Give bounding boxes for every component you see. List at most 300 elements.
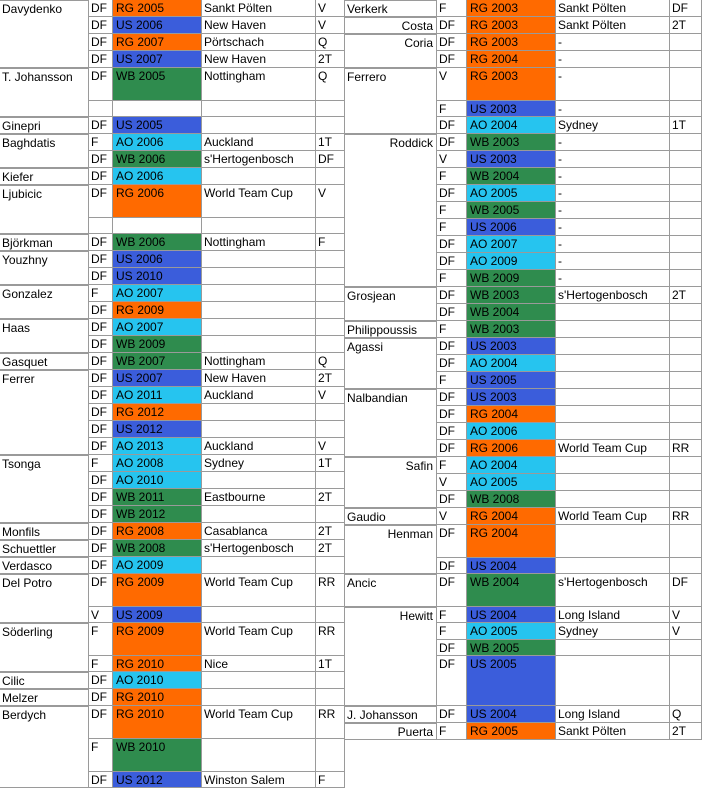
player-name-cell: Puerta — [345, 723, 437, 740]
role-cell: DF — [89, 234, 113, 251]
event-cell: WB 2005 — [467, 202, 556, 219]
event-cell: AO 2005 — [467, 623, 556, 640]
player-name-cell — [345, 236, 437, 253]
event-cell: US 2005 — [467, 656, 556, 706]
result-cell — [316, 739, 345, 772]
player-name-cell — [0, 387, 89, 404]
player-name-cell — [345, 219, 437, 236]
table-row — [345, 151, 702, 168]
result-cell: RR — [670, 440, 702, 457]
role-cell: DF — [89, 302, 113, 319]
tournament-cell — [556, 491, 670, 508]
result-cell — [670, 236, 702, 253]
result-cell — [316, 101, 345, 117]
result-cell: F — [316, 772, 345, 788]
tournament-cell — [556, 355, 670, 372]
role-cell: DF — [437, 355, 467, 372]
tournament-cell — [202, 404, 316, 421]
event-cell: WB 2011 — [113, 489, 202, 506]
role-cell: F — [437, 219, 467, 236]
event-cell: RG 2010 — [113, 706, 202, 739]
role-cell: F — [89, 656, 113, 672]
table-row — [345, 474, 702, 491]
table-row — [345, 134, 702, 151]
player-name-cell — [345, 355, 437, 372]
role-cell: DF — [437, 574, 467, 607]
table-row — [0, 370, 345, 387]
event-cell: US 2006 — [113, 251, 202, 268]
table-row — [0, 421, 345, 438]
player-name-cell: Kiefer — [0, 168, 89, 185]
player-name-cell — [345, 423, 437, 440]
result-cell — [670, 34, 702, 51]
tournament-cell: - — [556, 151, 670, 168]
event-cell: WB 2006 — [113, 234, 202, 251]
event-cell: US 2004 — [467, 607, 556, 623]
tournament-cell: Sydney — [202, 455, 316, 472]
event-cell: AO 2007 — [467, 236, 556, 253]
role-cell: DF — [89, 472, 113, 489]
tournament-cell: - — [556, 134, 670, 151]
result-cell: V — [316, 0, 345, 17]
table-row — [0, 151, 345, 168]
result-cell — [670, 151, 702, 168]
tournament-cell: World Team Cup — [556, 440, 670, 457]
event-cell: RG 2005 — [113, 0, 202, 17]
role-cell: DF — [89, 353, 113, 370]
player-name-cell — [0, 739, 89, 772]
event-cell: WB 2012 — [113, 506, 202, 523]
player-name-cell — [0, 268, 89, 285]
player-name-cell — [345, 51, 437, 68]
table-row — [0, 607, 345, 623]
table-row — [345, 185, 702, 202]
result-cell — [670, 101, 702, 117]
table-row — [345, 406, 702, 423]
table-row — [0, 672, 345, 689]
table-row — [0, 302, 345, 319]
table-row — [0, 656, 345, 672]
event-cell: US 2003 — [467, 338, 556, 355]
event-cell: AO 2005 — [467, 474, 556, 491]
table-row — [345, 253, 702, 270]
result-cell: V — [316, 185, 345, 218]
tournament-cell: Winston Salem — [202, 772, 316, 788]
result-cell: Q — [316, 68, 345, 101]
event-cell: RG 2009 — [113, 302, 202, 319]
role-cell: DF — [89, 168, 113, 185]
table-row — [345, 623, 702, 640]
table-row — [345, 101, 702, 117]
result-cell: 2T — [316, 523, 345, 540]
role-cell: V — [437, 508, 467, 525]
player-name-cell — [345, 440, 437, 457]
role-cell: DF — [437, 406, 467, 423]
table-row — [0, 251, 345, 268]
player-name-cell: Ferrero — [345, 68, 437, 101]
event-cell: RG 2009 — [113, 623, 202, 656]
role-cell: DF — [89, 540, 113, 557]
result-cell — [316, 251, 345, 268]
table-row — [345, 168, 702, 185]
result-cell — [670, 51, 702, 68]
tournament-cell: Casablanca — [202, 523, 316, 540]
table-row — [345, 440, 702, 457]
role-cell: DF — [437, 706, 467, 723]
role-cell: DF — [89, 151, 113, 168]
player-name-cell — [345, 168, 437, 185]
table-row — [345, 525, 702, 558]
event-cell: US 2004 — [467, 558, 556, 574]
role-cell: V — [437, 474, 467, 491]
result-cell: Q — [316, 353, 345, 370]
event-cell — [113, 101, 202, 117]
role-cell: V — [437, 68, 467, 101]
table-row — [0, 489, 345, 506]
event-cell: RG 2007 — [113, 34, 202, 51]
player-name-cell: Grosjean — [345, 287, 437, 304]
event-cell: WB 2004 — [467, 574, 556, 607]
result-cell — [316, 117, 345, 134]
event-cell: AO 2007 — [113, 319, 202, 336]
role-cell: DF — [89, 523, 113, 540]
table-row — [0, 68, 345, 101]
event-cell: AO 2009 — [113, 557, 202, 574]
event-cell: WB 2003 — [467, 134, 556, 151]
result-cell — [670, 457, 702, 474]
result-cell — [316, 302, 345, 319]
player-name-cell — [0, 506, 89, 523]
table-row — [345, 607, 702, 623]
player-name-cell — [345, 406, 437, 423]
tournament-cell: Nottingham — [202, 234, 316, 251]
result-cell — [316, 168, 345, 185]
player-name-cell — [345, 623, 437, 640]
role-cell: F — [89, 285, 113, 302]
result-cell: Q — [316, 34, 345, 51]
event-cell: RG 2006 — [467, 440, 556, 457]
table-row — [0, 319, 345, 336]
result-cell: 2T — [316, 370, 345, 387]
role-cell: DF — [437, 491, 467, 508]
result-cell: 2T — [316, 540, 345, 557]
event-cell: RG 2006 — [113, 185, 202, 218]
player-name-cell: Gasquet — [0, 353, 89, 370]
table-row — [0, 336, 345, 353]
result-cell: RR — [316, 706, 345, 739]
result-cell: 2T — [316, 51, 345, 68]
role-cell: DF — [89, 421, 113, 438]
player-name-cell — [345, 474, 437, 491]
player-name-cell — [0, 421, 89, 438]
event-cell: RG 2004 — [467, 51, 556, 68]
role-cell: F — [437, 101, 467, 117]
tournament-cell — [202, 689, 316, 706]
table-row — [345, 304, 702, 321]
event-cell: AO 2010 — [113, 472, 202, 489]
tournament-cell: Sydney — [556, 623, 670, 640]
player-name-cell: T. Johansson — [0, 68, 89, 101]
tournament-cell: World Team Cup — [202, 623, 316, 656]
result-cell — [670, 338, 702, 355]
tournament-cell: - — [556, 236, 670, 253]
event-cell: AO 2013 — [113, 438, 202, 455]
result-cell: RR — [670, 508, 702, 525]
event-cell: WB 2004 — [467, 168, 556, 185]
player-name-cell: Schuettler — [0, 540, 89, 557]
result-cell: DF — [670, 574, 702, 607]
event-cell: AO 2011 — [113, 387, 202, 404]
role-cell: DF — [437, 440, 467, 457]
role-cell: DF — [89, 506, 113, 523]
result-cell — [670, 406, 702, 423]
event-cell: RG 2004 — [467, 406, 556, 423]
tournament-cell: - — [556, 34, 670, 51]
tournament-cell: - — [556, 101, 670, 117]
event-cell: AO 2006 — [113, 168, 202, 185]
tournament-cell: Auckland — [202, 387, 316, 404]
event-cell: RG 2003 — [467, 0, 556, 17]
result-cell — [670, 270, 702, 287]
result-cell — [670, 423, 702, 440]
player-name-cell: J. Johansson — [345, 706, 437, 723]
tournament-cell — [202, 607, 316, 623]
tournament-cell: s'Hertogenbosch — [556, 574, 670, 607]
tournament-cell: Sankt Pölten — [556, 17, 670, 34]
table-row — [345, 219, 702, 236]
event-cell: RG 2004 — [467, 525, 556, 558]
result-cell — [670, 372, 702, 389]
player-name-cell: Ferrer — [0, 370, 89, 387]
table-row — [345, 508, 702, 525]
role-cell: F — [89, 623, 113, 656]
table-row — [345, 355, 702, 372]
player-name-cell: Berdych — [0, 706, 89, 739]
result-cell: 2T — [670, 723, 702, 740]
tournament-cell: World Team Cup — [202, 574, 316, 607]
player-name-cell: Philippoussis — [345, 321, 437, 338]
tournament-cell — [202, 117, 316, 134]
table-row — [345, 117, 702, 134]
tournament-cell: World Team Cup — [202, 706, 316, 739]
player-name-cell — [0, 472, 89, 489]
result-cell — [670, 656, 702, 706]
event-cell: AO 2004 — [467, 355, 556, 372]
tournament-cell: Eastbourne — [202, 489, 316, 506]
event-cell: RG 2003 — [467, 68, 556, 101]
player-name-cell: Verdasco — [0, 557, 89, 574]
player-name-cell: Söderling — [0, 623, 89, 656]
table-row — [0, 234, 345, 251]
result-cell: F — [316, 234, 345, 251]
tournament-cell: Nottingham — [202, 353, 316, 370]
player-name-cell: Roddick — [345, 134, 437, 151]
result-cell — [670, 525, 702, 558]
player-name-cell: Del Potro — [0, 574, 89, 607]
role-cell: DF — [89, 17, 113, 34]
result-cell — [316, 472, 345, 489]
event-cell: RG 2005 — [467, 723, 556, 740]
role-cell: F — [437, 623, 467, 640]
result-cell — [316, 607, 345, 623]
table-row — [0, 574, 345, 607]
role-cell — [89, 101, 113, 117]
role-cell: DF — [89, 404, 113, 421]
role-cell: DF — [89, 68, 113, 101]
event-cell: RG 2003 — [467, 34, 556, 51]
role-cell: DF — [89, 574, 113, 607]
table-row — [0, 739, 345, 772]
player-name-cell: Hewitt — [345, 607, 437, 623]
player-name-cell — [345, 151, 437, 168]
player-name-cell — [345, 270, 437, 287]
table-row — [345, 321, 702, 338]
tournament-cell — [202, 672, 316, 689]
role-cell: DF — [89, 489, 113, 506]
event-cell: WB 2006 — [113, 151, 202, 168]
player-name-cell — [0, 34, 89, 51]
table-row — [0, 404, 345, 421]
tournament-cell — [202, 506, 316, 523]
player-name-cell — [0, 17, 89, 34]
tournament-cell — [556, 558, 670, 574]
tournament-cell — [202, 268, 316, 285]
tournament-cell — [556, 304, 670, 321]
event-cell: US 2005 — [113, 117, 202, 134]
role-cell: DF — [437, 389, 467, 406]
event-cell: RG 2004 — [467, 508, 556, 525]
role-cell: DF — [89, 34, 113, 51]
table-row — [345, 34, 702, 51]
tournament-cell: - — [556, 185, 670, 202]
player-name-cell — [0, 218, 89, 234]
tournament-cell: - — [556, 270, 670, 287]
table-row — [0, 387, 345, 404]
table-row — [345, 17, 702, 34]
tournament-cell: s'Hertogenbosch — [556, 287, 670, 304]
result-cell: 1T — [316, 656, 345, 672]
player-name-cell — [0, 336, 89, 353]
event-cell: US 2009 — [113, 607, 202, 623]
role-cell: DF — [89, 689, 113, 706]
player-name-cell: Youzhny — [0, 251, 89, 268]
event-cell: US 2007 — [113, 370, 202, 387]
table-row — [0, 472, 345, 489]
role-cell: V — [89, 607, 113, 623]
event-cell: AO 2005 — [467, 185, 556, 202]
tournament-cell — [556, 372, 670, 389]
player-name-cell: Björkman — [0, 234, 89, 251]
event-cell: US 2003 — [467, 151, 556, 168]
role-cell: F — [437, 270, 467, 287]
table-row — [345, 68, 702, 101]
player-name-cell — [345, 202, 437, 219]
result-cell — [670, 219, 702, 236]
event-cell: AO 2009 — [467, 253, 556, 270]
role-cell: DF — [437, 423, 467, 440]
player-name-cell: Agassi — [345, 338, 437, 355]
table-row — [345, 491, 702, 508]
tournament-cell: New Haven — [202, 17, 316, 34]
result-cell: 2T — [316, 489, 345, 506]
role-cell: F — [437, 372, 467, 389]
table-row — [0, 523, 345, 540]
player-name-cell — [345, 372, 437, 389]
tournament-cell: Nice — [202, 656, 316, 672]
tournament-cell: Sankt Pölten — [202, 0, 316, 17]
tournament-cell: - — [556, 253, 670, 270]
role-cell: DF — [437, 134, 467, 151]
table-row — [0, 353, 345, 370]
role-cell: DF — [89, 185, 113, 218]
result-cell — [316, 285, 345, 302]
result-cell: 2T — [670, 17, 702, 34]
role-cell: F — [437, 457, 467, 474]
role-cell: DF — [89, 51, 113, 68]
player-name-cell: Haas — [0, 319, 89, 336]
result-cell — [670, 134, 702, 151]
role-cell: DF — [89, 370, 113, 387]
player-name-cell — [0, 772, 89, 788]
tournament-cell: Sydney — [556, 117, 670, 134]
role-cell: F — [89, 134, 113, 151]
result-cell: Q — [670, 706, 702, 723]
event-cell: US 2004 — [467, 706, 556, 723]
tournament-cell — [202, 218, 316, 234]
role-cell: DF — [89, 117, 113, 134]
event-cell: RG 2010 — [113, 689, 202, 706]
tournament-cell: Long Island — [556, 706, 670, 723]
tournament-cell — [202, 739, 316, 772]
table-row — [0, 0, 345, 17]
result-cell — [316, 689, 345, 706]
event-cell: AO 2008 — [113, 455, 202, 472]
table-row — [0, 772, 345, 788]
result-cell — [670, 491, 702, 508]
result-cell: V — [316, 387, 345, 404]
tournament-cell — [556, 656, 670, 706]
event-cell: RG 2008 — [113, 523, 202, 540]
event-cell: WB 2008 — [467, 491, 556, 508]
role-cell: DF — [89, 438, 113, 455]
table-row — [0, 51, 345, 68]
player-name-cell — [0, 302, 89, 319]
tournament-cell: Sankt Pölten — [556, 0, 670, 17]
tournament-cell: Auckland — [202, 438, 316, 455]
player-name-cell — [345, 558, 437, 574]
table-row — [0, 506, 345, 523]
role-cell: DF — [89, 0, 113, 17]
tournament-cell — [202, 557, 316, 574]
table-row — [345, 457, 702, 474]
tournament-cell — [202, 168, 316, 185]
event-cell: WB 2008 — [113, 540, 202, 557]
result-cell — [316, 421, 345, 438]
tournament-cell: s'Hertogenbosch — [202, 540, 316, 557]
player-name-cell — [345, 304, 437, 321]
tournament-cell: Pörtschach — [202, 34, 316, 51]
player-name-cell: Nalbandian — [345, 389, 437, 406]
event-cell — [113, 218, 202, 234]
player-name-cell: Henman — [345, 525, 437, 558]
player-name-cell — [0, 101, 89, 117]
table-row — [0, 557, 345, 574]
result-cell — [316, 506, 345, 523]
event-cell: AO 2010 — [113, 672, 202, 689]
role-cell: DF — [437, 34, 467, 51]
table-row — [0, 706, 345, 739]
result-cell — [670, 304, 702, 321]
